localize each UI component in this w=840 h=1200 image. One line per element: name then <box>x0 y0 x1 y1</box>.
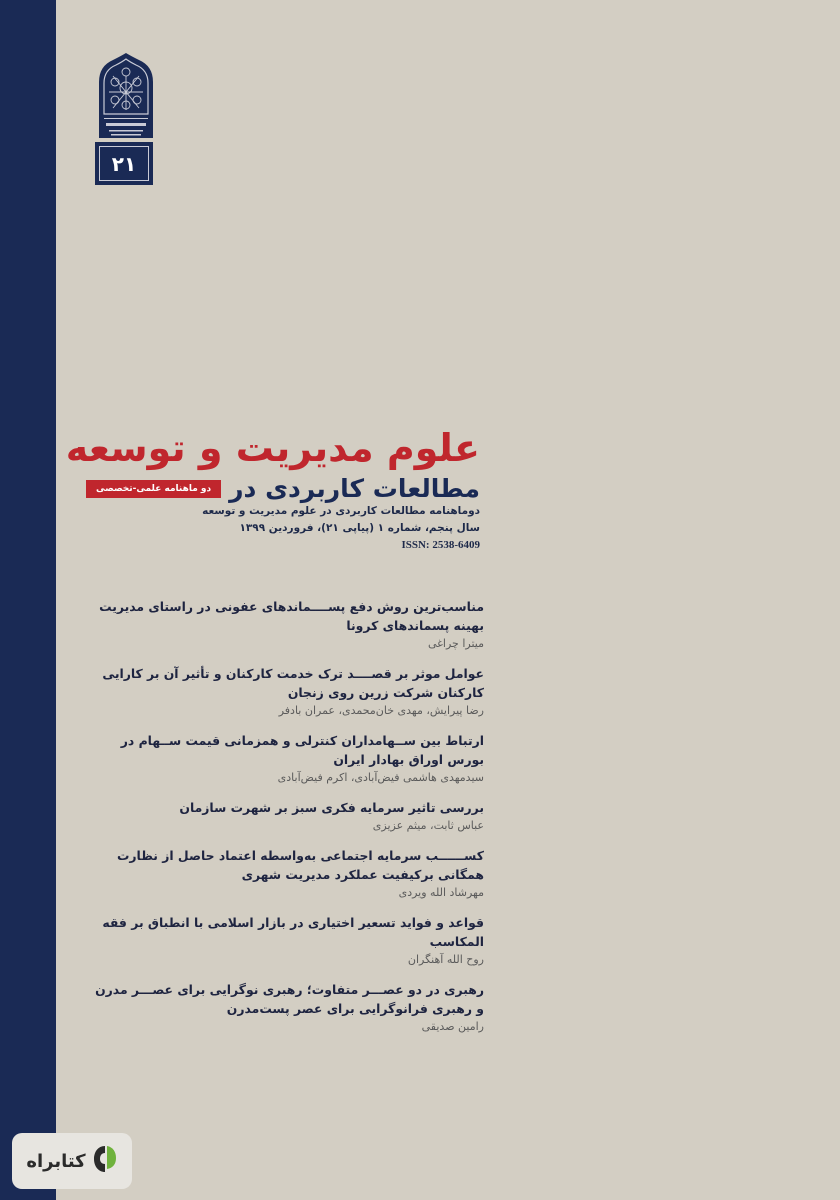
journal-title-sub-row <box>95 473 480 505</box>
journal-info <box>95 503 480 554</box>
cover-spine <box>0 0 56 1200</box>
issn: ISSN: 2538-6409 <box>401 539 480 551</box>
ketabrah-watermark[interactable] <box>12 1133 132 1189</box>
ketabrah-brand-text: کتابراه <box>26 1150 86 1172</box>
article-item <box>92 913 484 968</box>
article-title: بررسی تاثیر سرمایه فکری سبز بر شهرت سازمان <box>179 800 484 815</box>
journal-info-line-1: دوماهنامه مطالعات کاربردی در علوم مدیریت و توسعه <box>202 505 480 517</box>
article-title: رهبری در دو عصـــر متفاوت؛ رهبری نوگرایی برای عصـــر مدرن و رهبری فرانوگرایی برای عصر پست‌مدرن <box>95 982 484 1016</box>
article-title: کســــــب سرمایه اجتماعی به‌واسطه اعتماد حاصل از نظارت همگانی برکیفیت عملکرد مدیریت شهری <box>116 848 484 882</box>
university-emblem <box>95 52 157 140</box>
article-item <box>92 798 484 834</box>
article-authors: رامین صدیقی <box>421 1020 484 1033</box>
article-item <box>92 664 484 719</box>
journal-title-sub: مطالعات کاربردی در <box>229 474 480 503</box>
article-authors: سیدمهدی هاشمی فیض‌آبادی، اکرم فیض‌آبادی <box>277 771 484 784</box>
article-title: قواعد و فواید تسعیر اختیاری در بازار اسلامی با انطباق بر فقه المکاسب <box>102 915 484 949</box>
article-authors: عباس ثابت، میثم عزیزی <box>372 819 484 832</box>
article-title: عوامل موثر بر قصــــد ترک خدمت کارکنان و تأثیر آن بر کارایی کارکنان شرکت زرین روی زنجان <box>102 666 484 700</box>
journal-type-badge: دو ماهنامه علمی-تخصصی <box>86 480 221 498</box>
article-authors: میترا چراغی <box>428 637 484 650</box>
article-list <box>92 597 484 1047</box>
article-item <box>92 597 484 652</box>
article-item <box>92 980 484 1035</box>
article-authors: رضا پیرایش، مهدی خان‌محمدی، عمران بادفر <box>278 704 484 717</box>
issue-number-box <box>95 142 153 185</box>
ketabrah-logo-icon <box>92 1144 118 1178</box>
article-item <box>92 731 484 786</box>
journal-info-line-2: سال پنجم، شماره ۱ (پیاپی ۲۱)، فروردین ۱۳۹۹ <box>239 522 480 534</box>
article-title: مناسب‌ترین روش دفع پســــماندهای عفونی در راستای مدیریت بهینه پسماندهای کرونا <box>99 599 484 633</box>
article-title: ارتباط بین ســهامداران کنترلی و همزمانی قیمت ســهام در بورس اوراق بهادار ایران <box>120 733 484 767</box>
article-authors: روح الله آهنگران <box>407 953 484 966</box>
journal-title-main: علوم مدیریت و توسعه <box>65 426 480 470</box>
issue-number: ۲۱ <box>99 146 149 181</box>
journal-title-block <box>65 425 480 505</box>
article-authors: مهرشاد الله ویردی <box>398 886 484 899</box>
article-item <box>92 846 484 901</box>
